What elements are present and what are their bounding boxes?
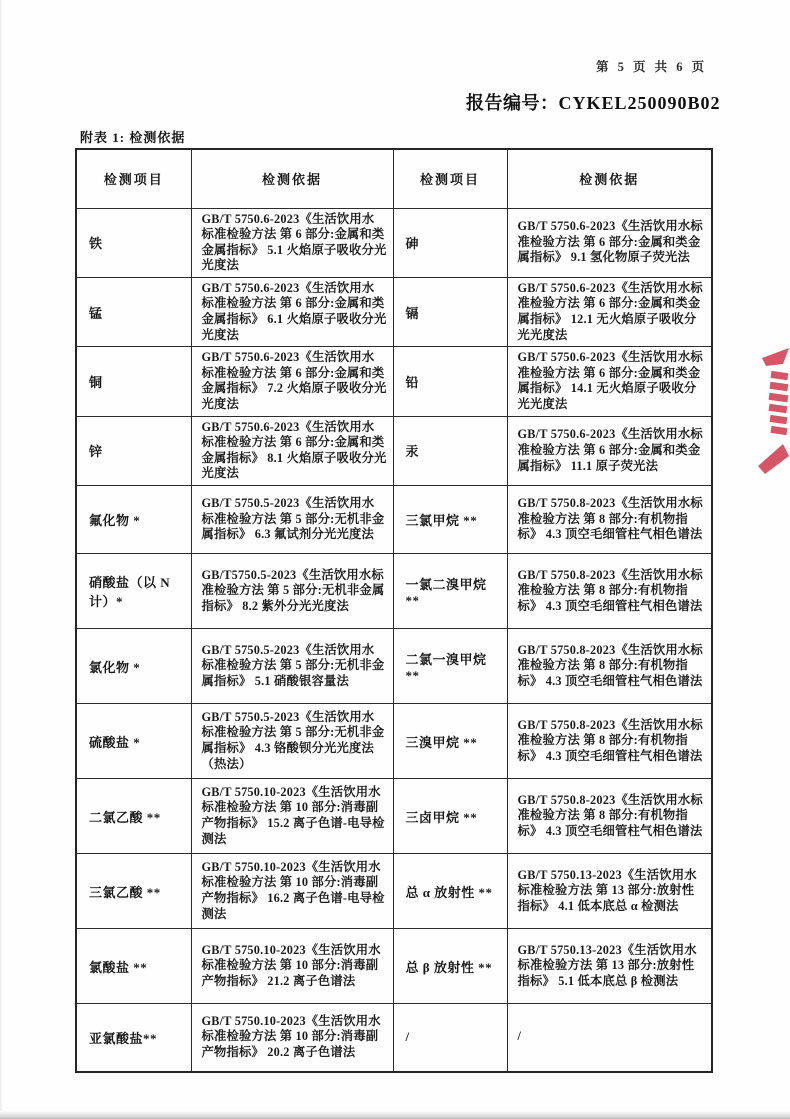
basis-cell: GB/T 5750.10-2023《生活饮用水标准检验方法 第 10 部分:消毒副产物指标》 16.2 离子色谱-电导检测法: [191, 854, 393, 929]
item-cell: 硫酸盐 *: [76, 704, 191, 779]
basis-cell: GB/T 5750.8-2023《生活饮用水标准检验方法 第 8 部分:有机物指标》 4.3 顶空毛细管柱气相色谱法: [507, 629, 712, 704]
basis-cell: GB/T 5750.10-2023《生活饮用水标准检验方法 第 10 部分:消毒副产物指标》 20.2 离子色谱法: [191, 1004, 393, 1072]
basis-cell: GB/T 5750.13-2023《生活饮用水标准检验方法 第 13 部分:放射性指标》 4.1 低本底总 α 检测法: [507, 854, 712, 929]
basis-cell: GB/T 5750.5-2023《生活饮用水标准检验方法 第 5 部分:无机非金属指标》 6.3 氟试剂分光光度法: [191, 486, 393, 554]
report-number-line: [466, 89, 721, 115]
item-cell: 锰: [76, 277, 191, 346]
basis-cell: GB/T 5750.6-2023《生活饮用水标准检验方法 第 6 部分:金属和类金属指标》 9.1 氢化物原子荧光法: [507, 208, 712, 277]
col-header-item-left: 检测项目: [76, 149, 191, 208]
table-row: [76, 704, 712, 779]
basis-cell: GB/T 5750.8-2023《生活饮用水标准检验方法 第 8 部分:有机物指标》 4.3 顶空毛细管柱气相色谱法: [507, 554, 712, 629]
col-header-basis-left: 检测依据: [191, 149, 393, 208]
item-cell: 三卤甲烷 **: [393, 779, 507, 854]
table-header-row: [76, 149, 712, 208]
item-cell: 二氯乙酸 **: [76, 779, 191, 854]
basis-cell: GB/T 5750.6-2023《生活饮用水标准检验方法 第 6 部分:金属和类金属指标》 6.1 火焰原子吸收分光光度法: [191, 277, 393, 346]
item-cell: 硝酸盐（以 N 计）*: [76, 554, 191, 629]
col-header-basis-right: 检测依据: [507, 149, 712, 208]
item-cell: 一氯二溴甲烷 **: [393, 554, 507, 629]
table-caption: 附表 1: 检测依据: [80, 130, 186, 145]
item-cell: 二氯一溴甲烷 **: [393, 629, 507, 704]
basis-cell: GB/T 5750.10-2023《生活饮用水标准检验方法 第 10 部分:消毒副产物指标》 21.2 离子色谱法: [191, 929, 393, 1004]
basis-cell: GB/T 5750.6-2023《生活饮用水标准检验方法 第 6 部分:金属和类金属指标》 7.2 火焰原子吸收分光光度法: [191, 347, 393, 416]
basis-cell: GB/T5750.5-2023《生活饮用水标准检验方法 第 5 部分:无机非金属指标》 8.2 紫外分光光度法: [191, 554, 393, 629]
basis-cell: GB/T 5750.8-2023《生活饮用水标准检验方法 第 8 部分:有机物指标》 4.3 顶空毛细管柱气相色谱法: [507, 486, 712, 554]
table-row: [76, 416, 712, 485]
item-cell: 锌: [76, 416, 191, 485]
basis-cell: GB/T 5750.6-2023《生活饮用水标准检验方法 第 6 部分:金属和类金属指标》 5.1 火焰原子吸收分光光度法: [191, 208, 393, 277]
basis-cell: GB/T 5750.6-2023《生活饮用水标准检验方法 第 6 部分:金属和类金属指标》 11.1 原子荧光法: [507, 416, 712, 485]
report-number-value: CYKEL250090B02: [558, 93, 721, 113]
item-cell: 铜: [76, 347, 191, 416]
item-cell: 氯化物 *: [76, 629, 191, 704]
table-row: [76, 208, 712, 277]
table-row: [76, 779, 712, 854]
table-row: [76, 929, 712, 1004]
item-cell: 总 α 放射性 **: [393, 854, 507, 929]
basis-cell: /: [507, 1004, 712, 1072]
scan-shadow-left: [0, 0, 3, 1119]
page-number: 第 5 页 共 6 页: [596, 60, 708, 74]
table-row: [76, 854, 712, 929]
col-header-item-right: 检测项目: [393, 149, 507, 208]
basis-cell: GB/T 5750.5-2023《生活饮用水标准检验方法 第 5 部分:无机非金属指标》 4.3 铬酸钡分光光度法（热法）: [191, 704, 393, 779]
table-row: [76, 1004, 712, 1072]
basis-cell: GB/T 5750.13-2023《生活饮用水标准检验方法 第 13 部分:放射性指标》 5.1 低本底总 β 检测法: [507, 929, 712, 1004]
basis-cell: GB/T 5750.5-2023《生活饮用水标准检验方法 第 5 部分:无机非金属指标》 5.1 硝酸银容量法: [191, 629, 393, 704]
test-basis-table: [75, 148, 713, 1073]
report-number-label: 报告编号：: [466, 93, 559, 113]
table-row: [76, 629, 712, 704]
table-row: [76, 277, 712, 346]
table-row: [76, 486, 712, 554]
item-cell: 三氯甲烷 **: [393, 486, 507, 554]
scan-shadow-bottom: [0, 1111, 790, 1119]
basis-cell: GB/T 5750.8-2023《生活饮用水标准检验方法 第 8 部分:有机物指标》 4.3 顶空毛细管柱气相色谱法: [507, 779, 712, 854]
item-cell: 氯酸盐 **: [76, 929, 191, 1004]
item-cell: 汞: [393, 416, 507, 485]
table-row: [76, 554, 712, 629]
basis-cell: GB/T 5750.8-2023《生活饮用水标准检验方法 第 8 部分:有机物指标》 4.3 顶空毛细管柱气相色谱法: [507, 704, 712, 779]
table-row: [76, 347, 712, 416]
item-cell: 总 β 放射性 **: [393, 929, 507, 1004]
item-cell: 氟化物 *: [76, 486, 191, 554]
item-cell: 三氯乙酸 **: [76, 854, 191, 929]
basis-cell: GB/T 5750.10-2023《生活饮用水标准检验方法 第 10 部分:消毒副产物指标》 15.2 离子色谱-电导检测法: [191, 779, 393, 854]
item-cell: 镉: [393, 277, 507, 346]
item-cell: 铅: [393, 347, 507, 416]
basis-cell: GB/T 5750.6-2023《生活饮用水标准检验方法 第 6 部分:金属和类金属指标》 12.1 无火焰原子吸收分光光度法: [507, 277, 712, 346]
item-cell: 亚氯酸盐**: [76, 1004, 191, 1072]
item-cell: /: [393, 1004, 507, 1072]
item-cell: 砷: [393, 208, 507, 277]
basis-cell: GB/T 5750.6-2023《生活饮用水标准检验方法 第 6 部分:金属和类金属指标》 8.1 火焰原子吸收分光光度法: [191, 416, 393, 485]
item-cell: 铁: [76, 208, 191, 277]
red-seal-fragment-icon: [756, 348, 790, 476]
basis-cell: GB/T 5750.6-2023《生活饮用水标准检验方法 第 6 部分:金属和类金属指标》 14.1 无火焰原子吸收分光光度法: [507, 347, 712, 416]
item-cell: 三溴甲烷 **: [393, 704, 507, 779]
